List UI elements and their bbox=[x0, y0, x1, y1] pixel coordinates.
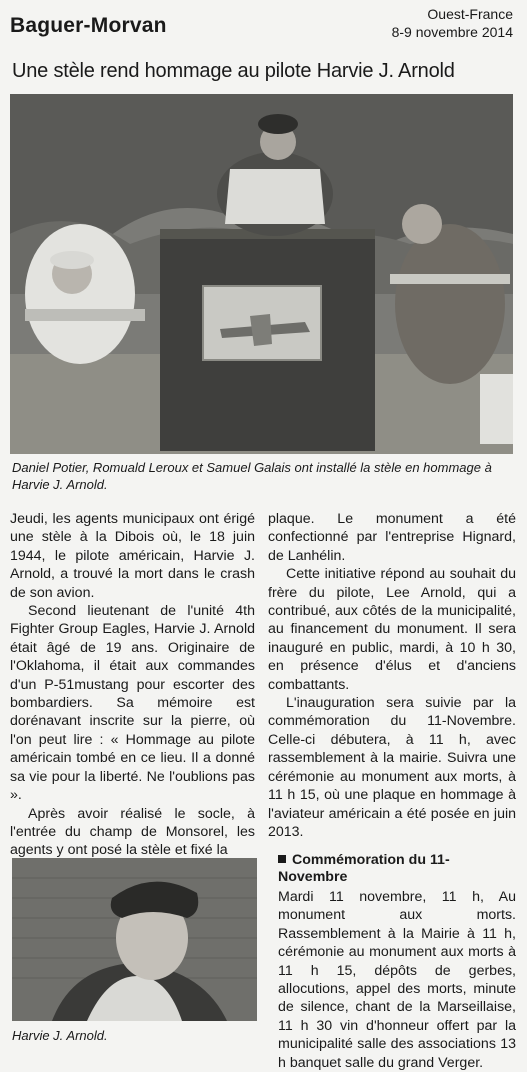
article-column-right bbox=[268, 510, 516, 841]
box-body: Mardi 11 novembre, 11 h, Au monument aux morts. Rassemblement à la Mairie à 11 h, cérémonie au monument aux morts à 11 h 15, dépôts de gerbes, allocutions, appel des morts, minute de silence, chant de la Marseillaise, 11 h 30 vin d'honneur offert par la municipalité salle des associations 13 h banquet salle du grand Verger. bbox=[278, 889, 516, 1071]
box-heading bbox=[278, 852, 516, 886]
article-paragraph: Second lieutenant de l'unité 4th Fighter Group Eagles, Harvie J. Arnold était âgé de 19 ans. Originaire de l'Oklahoma, il était aux commandes d'un P-51mustang pour escorter des bombardiers. Sa mémoire est dorénavant inscrite sur la pierre, où l'on peut lire : « Hommage au pilote américain tombé en ce lieu. Il a donné sa vie pour la liberté. Ne l'oublions pas ». bbox=[10, 603, 255, 804]
main-photo bbox=[10, 94, 513, 454]
article-paragraph: Jeudi, les agents municipaux ont érigé une stèle à la Dibois où, le 18 juin 1944, le pilote américain, Harvie J. Arnold, a trouvé la mort dans le crash de son avion. bbox=[10, 511, 255, 601]
photo-caption: Daniel Potier, Romuald Leroux et Samuel Galais ont installé la stèle en hommage à Harvie J. Arnold. bbox=[12, 460, 492, 492]
portrait-illustration bbox=[12, 858, 257, 1021]
photo-illustration bbox=[10, 94, 513, 454]
article-column-left bbox=[10, 510, 255, 860]
article-headline: Une stèle rend hommage au pilote Harvie J. Arnold bbox=[12, 60, 455, 82]
source-block bbox=[392, 5, 513, 41]
square-bullet-icon bbox=[278, 855, 286, 863]
article-paragraph: Après avoir réalisé le socle, à l'entrée du champ de Monsorel, les agents y ont posé la stèle et fixé la bbox=[10, 805, 255, 859]
box-heading-text: Commémoration du 11-Novembre bbox=[278, 852, 450, 885]
portrait-photo bbox=[12, 858, 257, 1021]
article-paragraph: Cette initiative répond au souhait du frère du pilote, Lee Arnold, qui a contribué, aux côtés de la municipalité, au financement du monument. Il sera inauguré en public, mardi, à 10 h 30, en présence d'élus et d'anciens combattants. bbox=[268, 566, 516, 693]
section-title: Baguer-Morvan bbox=[10, 14, 167, 37]
newspaper-name: Ouest-France bbox=[427, 6, 513, 22]
portrait-caption: Harvie J. Arnold. bbox=[12, 1028, 108, 1043]
article-paragraph: plaque. Le monument a été confectionné par l'entreprise Hignard, de Lanhélin. bbox=[268, 511, 516, 564]
publication-date: 8-9 novembre 2014 bbox=[391, 24, 513, 40]
article-paragraph: L'inauguration sera suivie par la commémoration du 11-Novembre. Celle-ci débutera, à 11 h, avec rassemblement à la mairie. Suivra une cérémonie au monument aux morts, à 11 h 15, où une plaque en hommage à l'aviateur américain a été posée en juin 2013. bbox=[268, 695, 516, 840]
